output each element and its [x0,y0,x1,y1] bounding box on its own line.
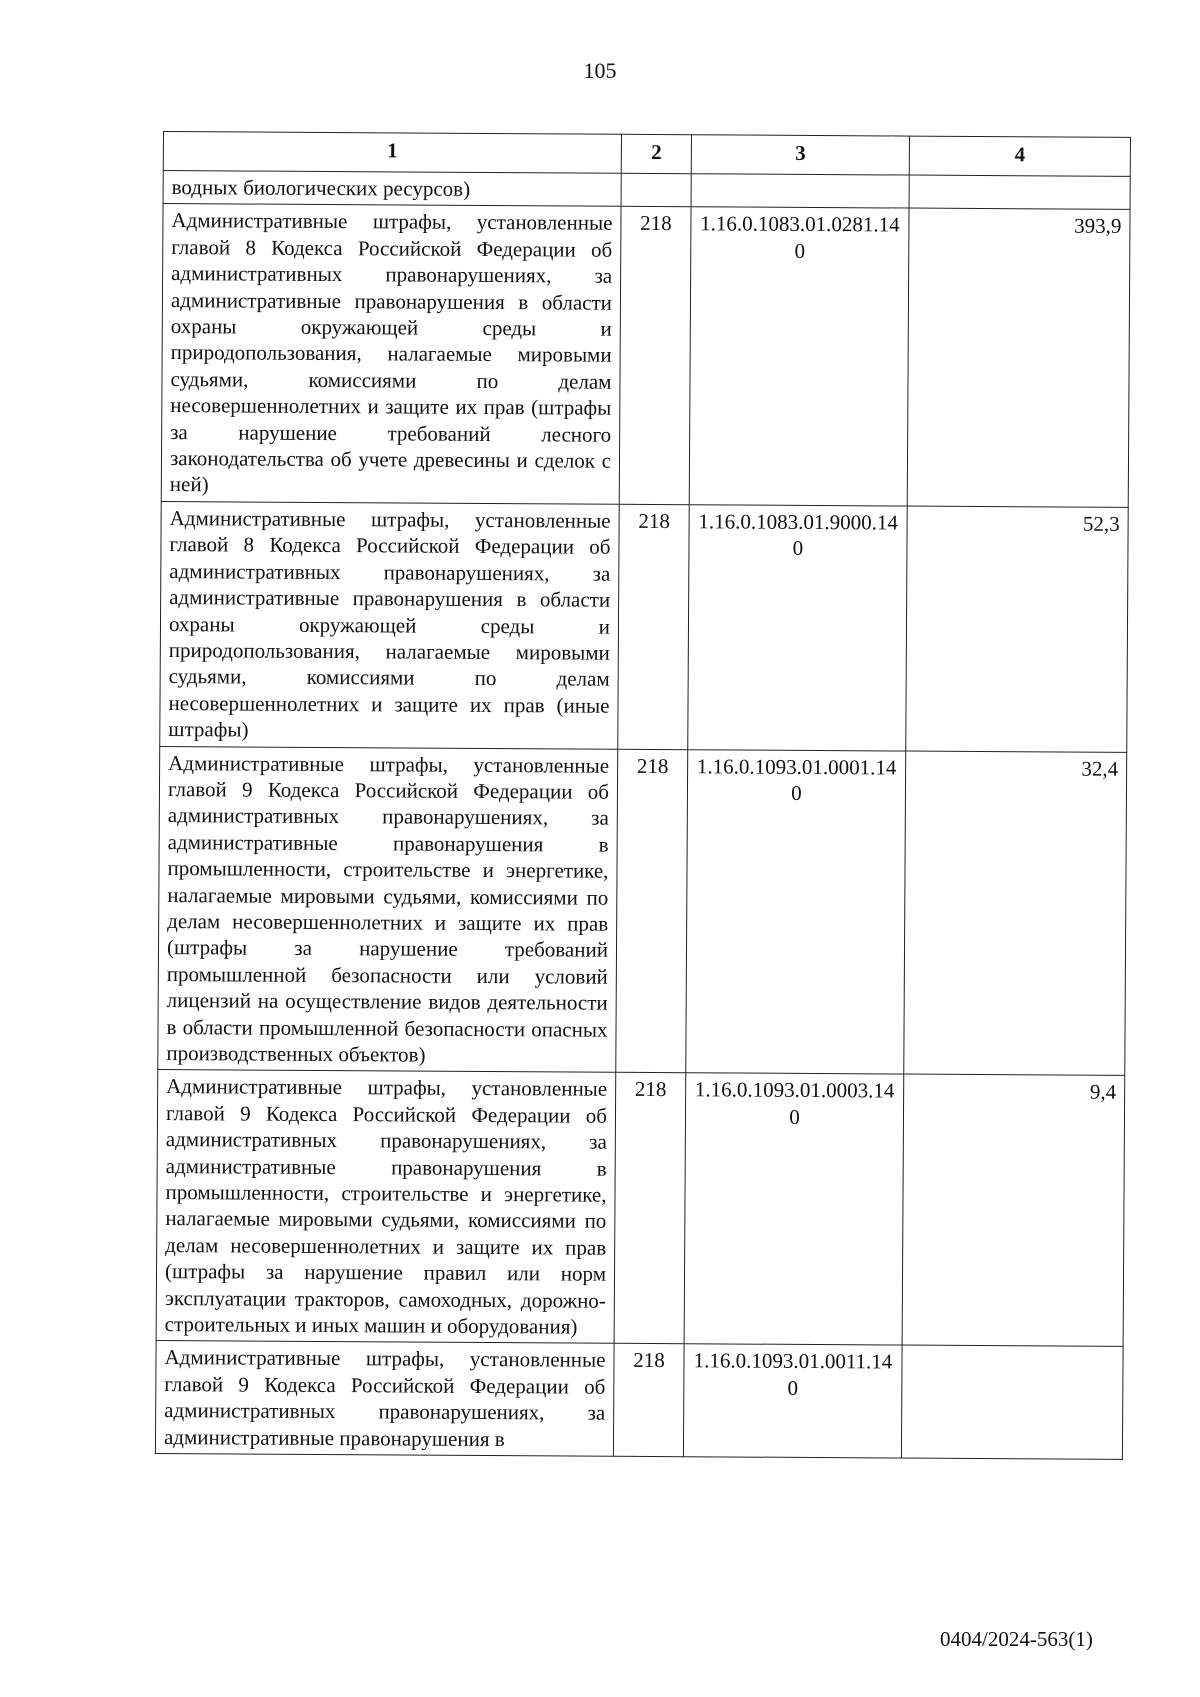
row-classification-code: 1.16.0.1093.01.0003.140 [684,1073,904,1345]
row-description: Административные штрафы, установленные главой 8 Кодекса Российской Федерации об административных правонарушениях, за административные правонарушения в области охраны окружающей среды и природопользования, налагаемые мировыми судьями, комиссиями по делам несовершеннолетних и защите их прав (штрафы за нарушение требований лесного законодательства об учете древесины и сделок с ней) [161,204,621,504]
row-amount [909,175,1130,210]
header-col-3: 3 [691,135,909,175]
row-amount [901,1346,1123,1460]
row-amount: 32,4 [904,751,1127,1076]
table-header-row [163,132,1130,177]
row-classification-code: 1.16.0.1093.01.0011.140 [683,1344,902,1458]
row-amount: 9,4 [902,1074,1125,1346]
table-row [155,1341,1123,1460]
row-admin-code: 218 [616,749,688,1073]
document-registration-code: 0404/2024-563(1) [940,1627,1093,1651]
table-row [161,204,1130,507]
row-admin-code: 218 [614,1073,686,1344]
row-admin-code: 218 [619,207,691,505]
header-col-2: 2 [621,134,691,173]
header-col-1: 1 [163,132,621,174]
row-description: водных биологических ресурсов) [163,171,621,207]
row-description: Административные штрафы, установленные главой 9 Кодекса Российской Федерации об административных правонарушениях, за административные правонарушения в [155,1341,614,1456]
page-number: 105 [583,58,617,83]
row-classification-code: 1.16.0.1083.01.9000.140 [688,505,907,751]
row-admin-code: 218 [613,1344,684,1457]
revenue-table [155,131,1131,1460]
row-classification-code: 1.16.0.1093.01.0001.140 [686,749,906,1074]
row-amount: 393,9 [907,208,1130,507]
row-classification-code [691,174,909,209]
row-classification-code: 1.16.0.1083.01.0281.140 [689,207,909,506]
row-description: Административные штрафы, установленные главой 8 Кодекса Российской Федерации об административных правонарушениях, за административные правонарушения в области охраны окружающей среды и природопользования, налагаемые мировыми судьями, комиссиями по делам несовершеннолетних и защите их прав (иные штрафы) [160,501,619,748]
header-col-4: 4 [909,136,1130,176]
row-admin-code [621,173,691,207]
row-description: Административные штрафы, установленные главой 9 Кодекса Российской Федерации об административных правонарушениях, за административные правонарушения в промышленности, строительстве и энергетике, налагаемые мировыми судьями, комиссиями по делам несовершеннолетних и защите их прав (штрафы за нарушение требований промышленной безопасности или условий лицензий на осуществление видов деятельности в области промышленной безопасности опасных производственных объектов) [158,746,618,1073]
row-admin-code: 218 [618,504,689,749]
row-description: Административные штрафы, установленные главой 9 Кодекса Российской Федерации об административных правонарушениях, за административные правонарушения в промышленности, строительстве и энергетике, налагаемые мировыми судьями, комиссиями по делам несовершеннолетних и защите их прав (штрафы за нарушение правил или норм эксплуатации тракторов, самоходных, дорожно-строительных и иных машин и оборудования) [156,1070,616,1344]
table-row [156,1070,1125,1347]
table-row [160,501,1128,752]
table-row [158,746,1127,1076]
row-amount: 52,3 [906,506,1128,752]
